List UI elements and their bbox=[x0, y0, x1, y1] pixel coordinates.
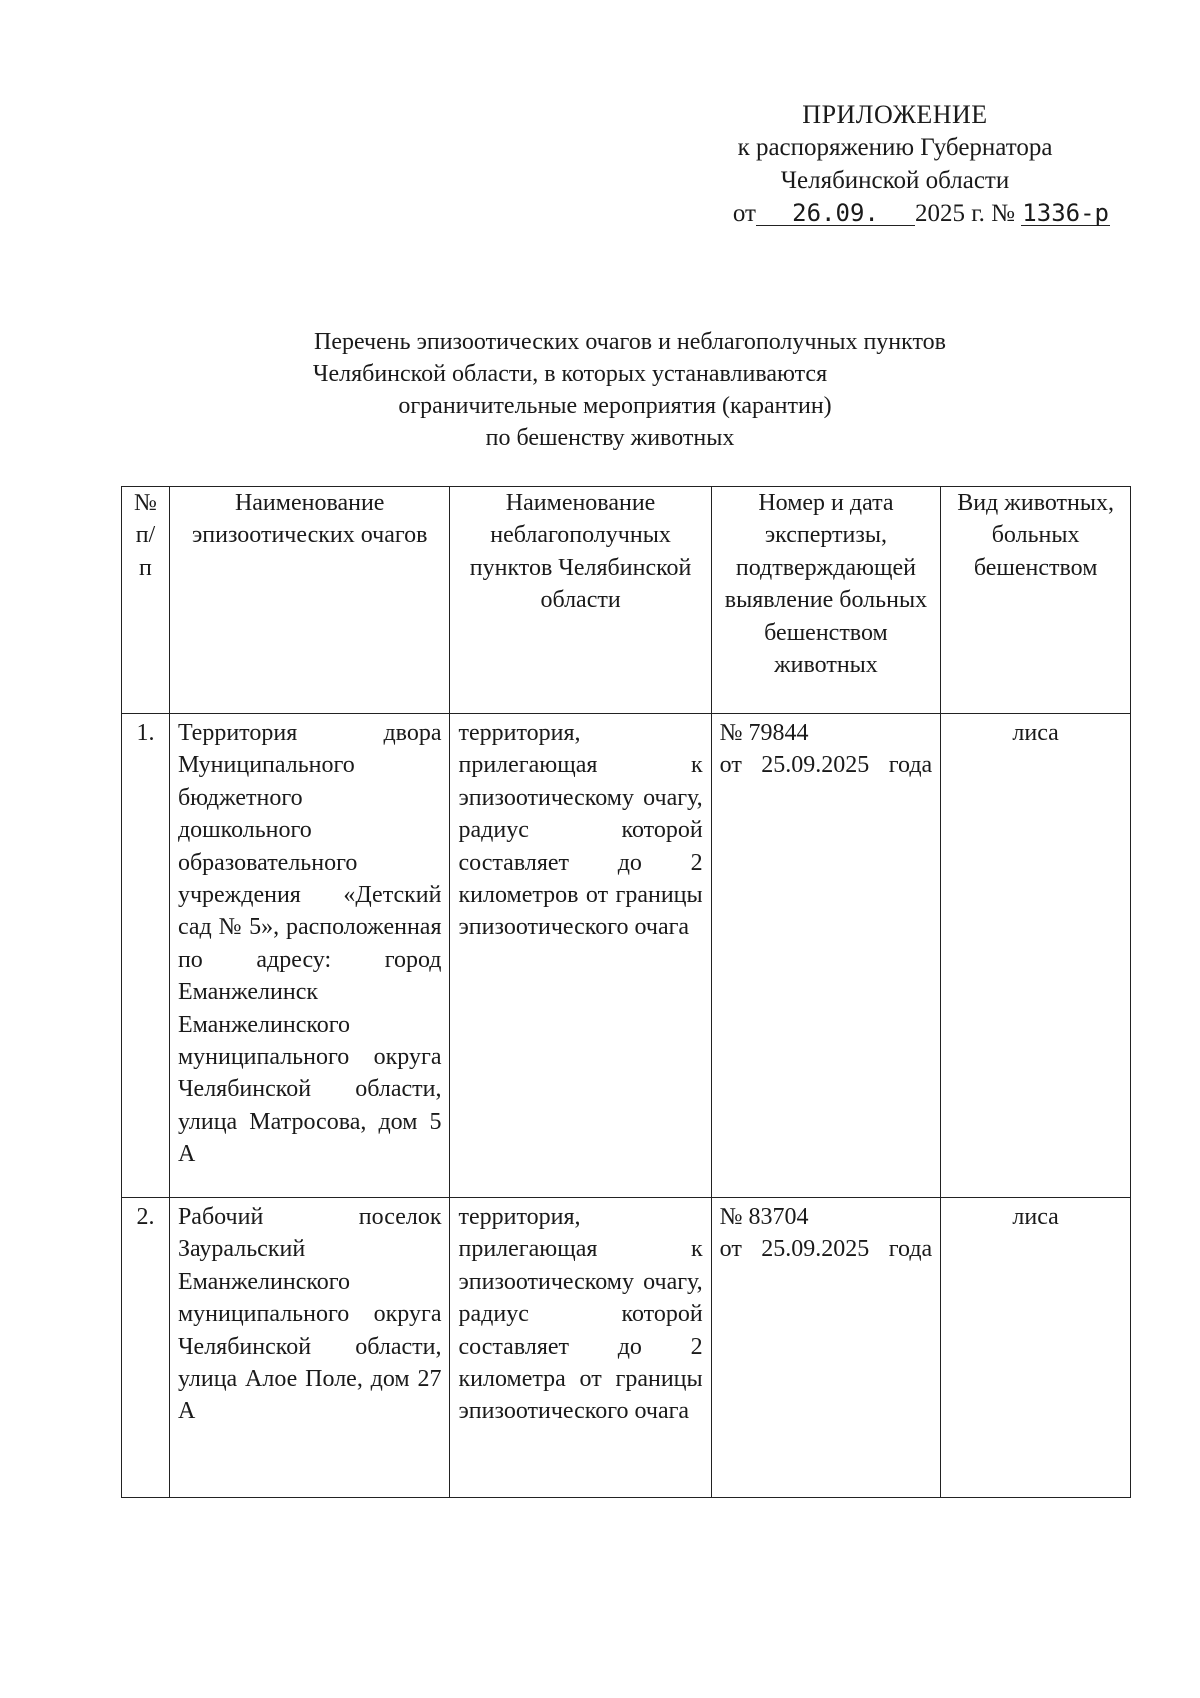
row-focus: Территория двора Муниципального бюджетного дошкольного образовательного учреждения «Детский сад № 5», расположенная по адресу: город Еманжелинск Еманжелинского муниципального округа Челябинской области, улица Матросова, дом 5 А bbox=[169, 714, 450, 1198]
title-line-4: по бешенству животных bbox=[485, 425, 735, 451]
document-title bbox=[190, 326, 1070, 454]
header-points-name: Наименование неблагополучных пунктов Челябинской области bbox=[450, 487, 711, 714]
row-number: 2. bbox=[122, 1198, 170, 1498]
appendix-title: ПРИЛОЖЕНИЕ bbox=[802, 100, 988, 129]
header-number: № п/п bbox=[122, 487, 170, 714]
examination-number: № 79844 bbox=[719, 720, 809, 746]
row-examination bbox=[711, 1198, 941, 1498]
header-animal-type: Вид животных, больных бешенством bbox=[941, 487, 1131, 714]
row-animal: лиса bbox=[941, 714, 1131, 1198]
table-row bbox=[122, 1198, 1131, 1498]
header-examination: Номер и дата экспертизы, подтверждающей выявление больных бешенством животных bbox=[711, 487, 941, 714]
header-foci-name: Наименование эпизоотических очагов bbox=[169, 487, 450, 714]
handwritten-number: 1336-р bbox=[1022, 199, 1109, 227]
row-focus: Рабочий поселок Зауральский Еманжелинского муниципального округа Челябинской области, улица Алое Поле, дом 27 А bbox=[169, 1198, 450, 1498]
row-animal: лиса bbox=[941, 1198, 1131, 1498]
appendix-block bbox=[680, 98, 1110, 230]
row-number: 1. bbox=[122, 714, 170, 1198]
title-line-2: Челябинской области, в которых устанавливаются bbox=[312, 361, 828, 387]
title-line-1: Перечень эпизоотических очагов и неблагополучных пунктов bbox=[314, 329, 946, 355]
date-prefix: от bbox=[732, 200, 756, 227]
examination-date: от 25.09.2025 года bbox=[719, 1236, 933, 1263]
examination-number: № 83704 bbox=[719, 1204, 809, 1230]
appendix-line-1: к распоряжению Губернатора bbox=[737, 134, 1053, 161]
appendix-line-2: Челябинской области bbox=[780, 167, 1010, 194]
row-point: территория, прилегающая к эпизоотическому очагу, радиус которой составляет до 2 километров от границы эпизоотического очага bbox=[450, 714, 711, 1198]
examination-date: от 25.09.2025 года bbox=[719, 752, 933, 779]
table-row bbox=[122, 714, 1131, 1198]
row-examination bbox=[711, 714, 941, 1198]
year-text: 2025 г. № bbox=[915, 200, 1016, 227]
handwritten-date: 26.09. bbox=[756, 201, 915, 226]
rabies-foci-table bbox=[121, 486, 1131, 1498]
row-point: территория, прилегающая к эпизоотическому очагу, радиус которой составляет до 2 километра от границы эпизоотического очага bbox=[450, 1198, 711, 1498]
table-header-row bbox=[122, 487, 1131, 714]
title-line-3: ограничительные мероприятия (карантин) bbox=[398, 393, 832, 419]
appendix-date-line bbox=[680, 197, 1110, 230]
